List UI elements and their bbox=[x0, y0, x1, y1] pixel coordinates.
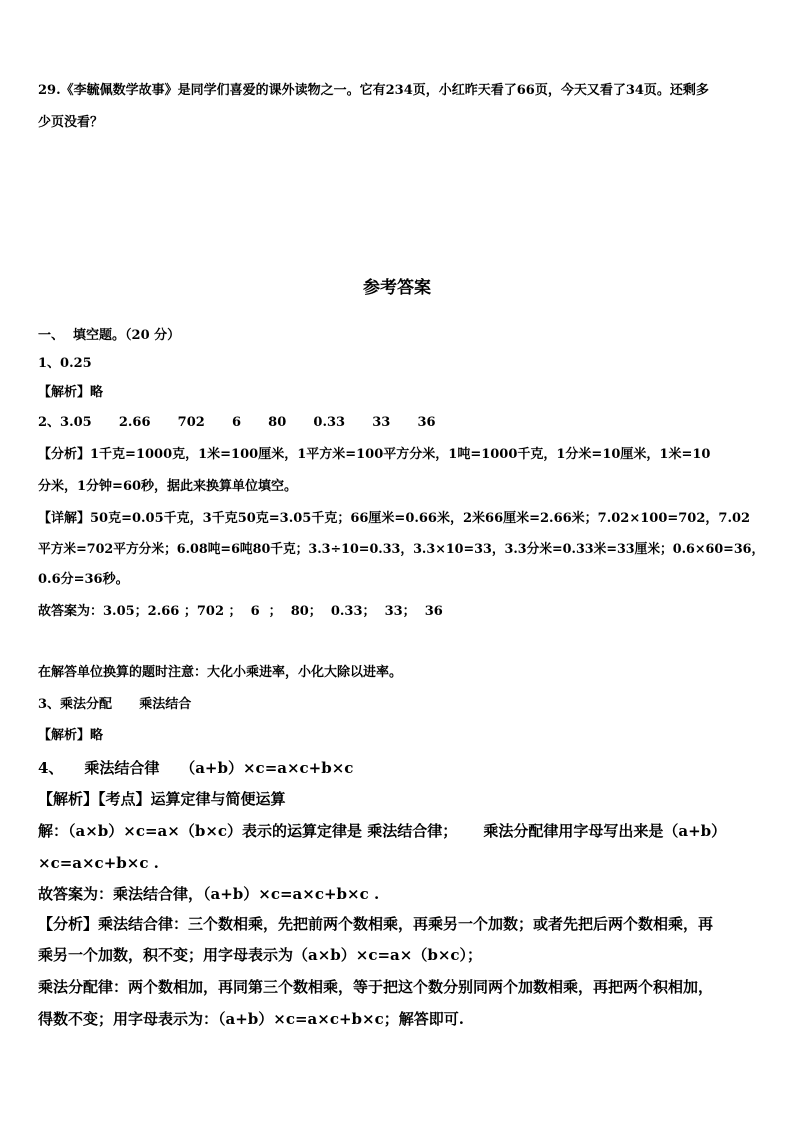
answer-4-solution-line-1: 解：（a×b）×c=a×（b×c）表示的运算定律是 乘法结合律； 乘法分配律用字母写出来是（a+b） bbox=[38, 822, 727, 840]
answer-2-detail-line-2: 平方米=702平方分米；6.08吨=6吨80千克；3.3÷10=0.33，3.3×10=33，3.3分米=0.33米=33厘米；0.6×60=36， bbox=[38, 542, 765, 557]
section-1-heading: 一、 填空题。（20 分） bbox=[38, 328, 181, 343]
answer-3-analysis: 【解析】略 bbox=[38, 728, 104, 743]
answer-4-analysis-line-3: 乘法分配律：两个数相加，再同第三个数相乘，等于把这个数分别同两个加数相乘，再把两个积相加， bbox=[38, 978, 714, 996]
answer-4-analysis-line-4: 得数不变；用字母表示为：（a+b）×c=a×c+b×c；解答即可. bbox=[38, 1010, 464, 1028]
answer-4-final: 故答案为：乘法结合律，（a+b）×c=a×c+b×c . bbox=[38, 885, 380, 903]
answer-2-note: 在解答单位换算的题时注意：大化小乘进率，小化大除以进率。 bbox=[38, 665, 403, 680]
answer-2-analysis-line-2: 分米，1分钟=60秒，据此来换算单位填空。 bbox=[38, 479, 298, 494]
answer-2-detail-line-3: 0.6分=36秒。 bbox=[38, 572, 129, 587]
answer-4-analysis-line-1: 【分析】乘法结合律：三个数相乘，先把前两个数相乘，再乘另一个加数；或者先把后两个数相乘，再 bbox=[38, 915, 714, 933]
answer-2-analysis-line-1: 【分析】1千克=1000克，1米=100厘米，1平方米=100平方分米，1吨=1000千克，1分米=10厘米，1米=10 bbox=[38, 447, 711, 462]
answer-3: 3、乘法分配 乘法结合 bbox=[38, 697, 192, 712]
answer-2-detail-line-1: 【详解】50克=0.05千克，3千克50克=3.05千克；66厘米=0.66米，2米66厘米=2.66米；7.02×100=702，7.02 bbox=[38, 511, 751, 526]
answer-2: 2、3.05 2.66 702 6 80 0.33 33 36 bbox=[38, 415, 436, 430]
answer-1: 1、0.25 bbox=[38, 356, 92, 371]
answer-4-analysis-tag: 【解析】【考点】运算定律与简便运算 bbox=[38, 790, 286, 808]
answer-1-analysis: 【解析】略 bbox=[38, 385, 104, 400]
answer-4-analysis-line-2: 乘另一个加数，积不变；用字母表示为（a×b）×c=a×（b×c）； bbox=[38, 946, 483, 964]
answer-title: 参考答案 bbox=[363, 278, 431, 298]
answer-2-final: 故答案为：3.05；2.66 ；702 ； 6 ； 80； 0.33； 33； 36 bbox=[38, 604, 443, 619]
answer-4: 4、 乘法结合律 （a+b）×c=a×c+b×c bbox=[38, 759, 354, 777]
question-29-line-2: 少页没看？ bbox=[38, 115, 104, 130]
question-29-line-1: 29.《李毓佩数学故事》是同学们喜爱的课外读物之一。它有234页，小红昨天看了66页，今天又看了34页。还剩多 bbox=[38, 83, 709, 98]
answer-4-solution-line-2: ×c=a×c+b×c . bbox=[38, 854, 159, 872]
